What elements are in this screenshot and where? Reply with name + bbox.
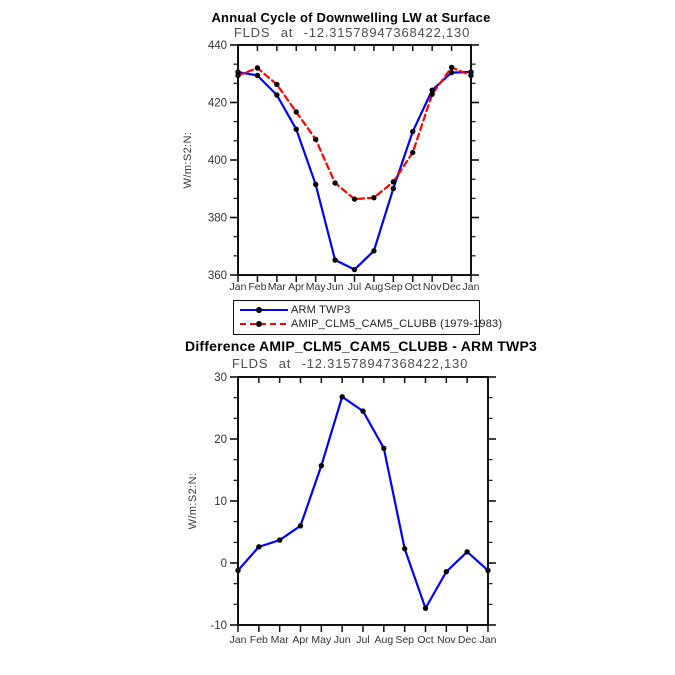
chart1-y-axis-label: W/m:S2:N: xyxy=(182,131,194,189)
legend-label-amip-clm5-cam5-clubb: AMIP_CLM5_CAM5_CLUBB (1979-1983) xyxy=(291,318,503,330)
data-point-marker xyxy=(360,408,365,413)
y-tick-label: 30 xyxy=(214,372,227,384)
legend-box xyxy=(233,300,503,335)
x-tick-label: Dec xyxy=(457,634,477,646)
x-tick-label: Oct xyxy=(404,281,421,293)
y-tick-label: -10 xyxy=(210,620,227,632)
y-tick-label: 360 xyxy=(207,270,227,282)
legend-item-arm-twp3 xyxy=(240,303,479,317)
data-point-marker xyxy=(313,182,318,187)
x-tick-label: Dec xyxy=(442,281,461,293)
x-tick-label: Jan xyxy=(462,281,480,293)
x-tick-label: Aug xyxy=(364,281,384,293)
x-tick-label: Sep xyxy=(395,634,415,646)
x-tick-label: Apr xyxy=(288,281,305,293)
series-line-arm-twp3 xyxy=(238,72,471,270)
data-point-marker xyxy=(449,70,454,75)
y-tick-label: 420 xyxy=(207,97,227,110)
y-tick-label: 440 xyxy=(207,40,227,52)
chart1-title: Annual Cycle of Downwelling LW at Surface xyxy=(211,10,491,25)
data-point-marker xyxy=(313,137,318,142)
data-point-marker xyxy=(332,257,337,262)
x-tick-label: Mar xyxy=(270,634,289,646)
series-line-difference xyxy=(238,397,488,608)
data-point-marker xyxy=(255,65,260,70)
chart2-subtitle: FLDS at -12.31578947368422,130 xyxy=(231,356,469,371)
data-point-marker xyxy=(352,267,357,272)
chart-2 xyxy=(210,372,496,646)
data-point-marker xyxy=(256,544,261,549)
data-point-marker xyxy=(371,195,376,200)
x-tick-label: Nov xyxy=(422,281,442,293)
data-point-marker xyxy=(277,537,282,542)
x-tick-label: Aug xyxy=(374,634,394,646)
y-tick-label: 10 xyxy=(214,496,227,508)
chart2-y-axis-label: W/m:S2:N: xyxy=(187,472,199,530)
data-point-marker xyxy=(352,196,357,201)
legend-item-amip-clm5-cam5-clubb xyxy=(240,317,503,331)
data-point-marker xyxy=(391,186,396,191)
plot-border xyxy=(238,45,471,275)
data-point-marker xyxy=(410,150,415,155)
data-point-marker xyxy=(274,92,279,97)
x-tick-label: Apr xyxy=(292,634,309,646)
x-tick-label: Mar xyxy=(267,281,286,293)
legend-marker-dot xyxy=(256,321,262,327)
x-tick-label: Jul xyxy=(347,281,362,293)
data-point-marker xyxy=(423,606,428,611)
data-point-marker xyxy=(332,180,337,185)
data-point-marker xyxy=(274,82,279,87)
legend-line-sample-dashed xyxy=(240,323,288,325)
x-tick-label: Feb xyxy=(249,634,268,646)
legend-marker-dot xyxy=(256,307,262,313)
x-tick-label: Oct xyxy=(417,634,434,646)
data-point-marker xyxy=(298,523,303,528)
y-tick-label: 20 xyxy=(214,434,227,446)
data-point-marker xyxy=(381,446,386,451)
data-point-marker xyxy=(294,127,299,132)
y-tick-label: 400 xyxy=(207,155,227,167)
data-point-marker xyxy=(410,129,415,134)
data-point-marker xyxy=(464,549,469,554)
x-tick-label: Jan xyxy=(479,634,497,646)
x-tick-label: Jul xyxy=(356,634,370,646)
y-tick-label: 380 xyxy=(207,212,227,225)
x-tick-label: May xyxy=(311,634,332,646)
x-tick-label: Jun xyxy=(333,634,351,646)
x-tick-label: Jan xyxy=(229,281,247,293)
data-point-marker xyxy=(391,179,396,184)
data-point-marker xyxy=(339,394,344,399)
x-tick-label: Feb xyxy=(248,281,267,293)
legend-line-sample-solid xyxy=(240,309,288,311)
data-point-marker xyxy=(449,65,454,70)
legend-label-arm-twp3: ARM TWP3 xyxy=(291,304,351,316)
data-point-marker xyxy=(371,248,376,253)
data-point-marker xyxy=(294,109,299,114)
x-tick-label: Sep xyxy=(383,281,403,293)
plot-border xyxy=(238,377,488,625)
series-line-amip-clm5-cam5-clubb-1979-1983- xyxy=(238,67,471,199)
chart2-title: Difference AMIP_CLM5_CAM5_CLUBB - ARM TWP3 xyxy=(185,338,537,354)
data-point-marker xyxy=(444,569,449,574)
chart-1 xyxy=(208,40,480,293)
x-tick-label: Jan xyxy=(229,634,247,646)
x-tick-label: May xyxy=(305,281,326,293)
x-tick-label: Nov xyxy=(436,634,456,646)
data-point-marker xyxy=(319,463,324,468)
data-point-marker xyxy=(402,546,407,551)
data-point-marker xyxy=(255,73,260,78)
chart1-subtitle: FLDS at -12.31578947368422,130 xyxy=(233,25,471,40)
x-tick-label: Jun xyxy=(326,281,344,293)
data-point-marker xyxy=(429,91,434,96)
y-tick-label: 0 xyxy=(220,558,227,570)
